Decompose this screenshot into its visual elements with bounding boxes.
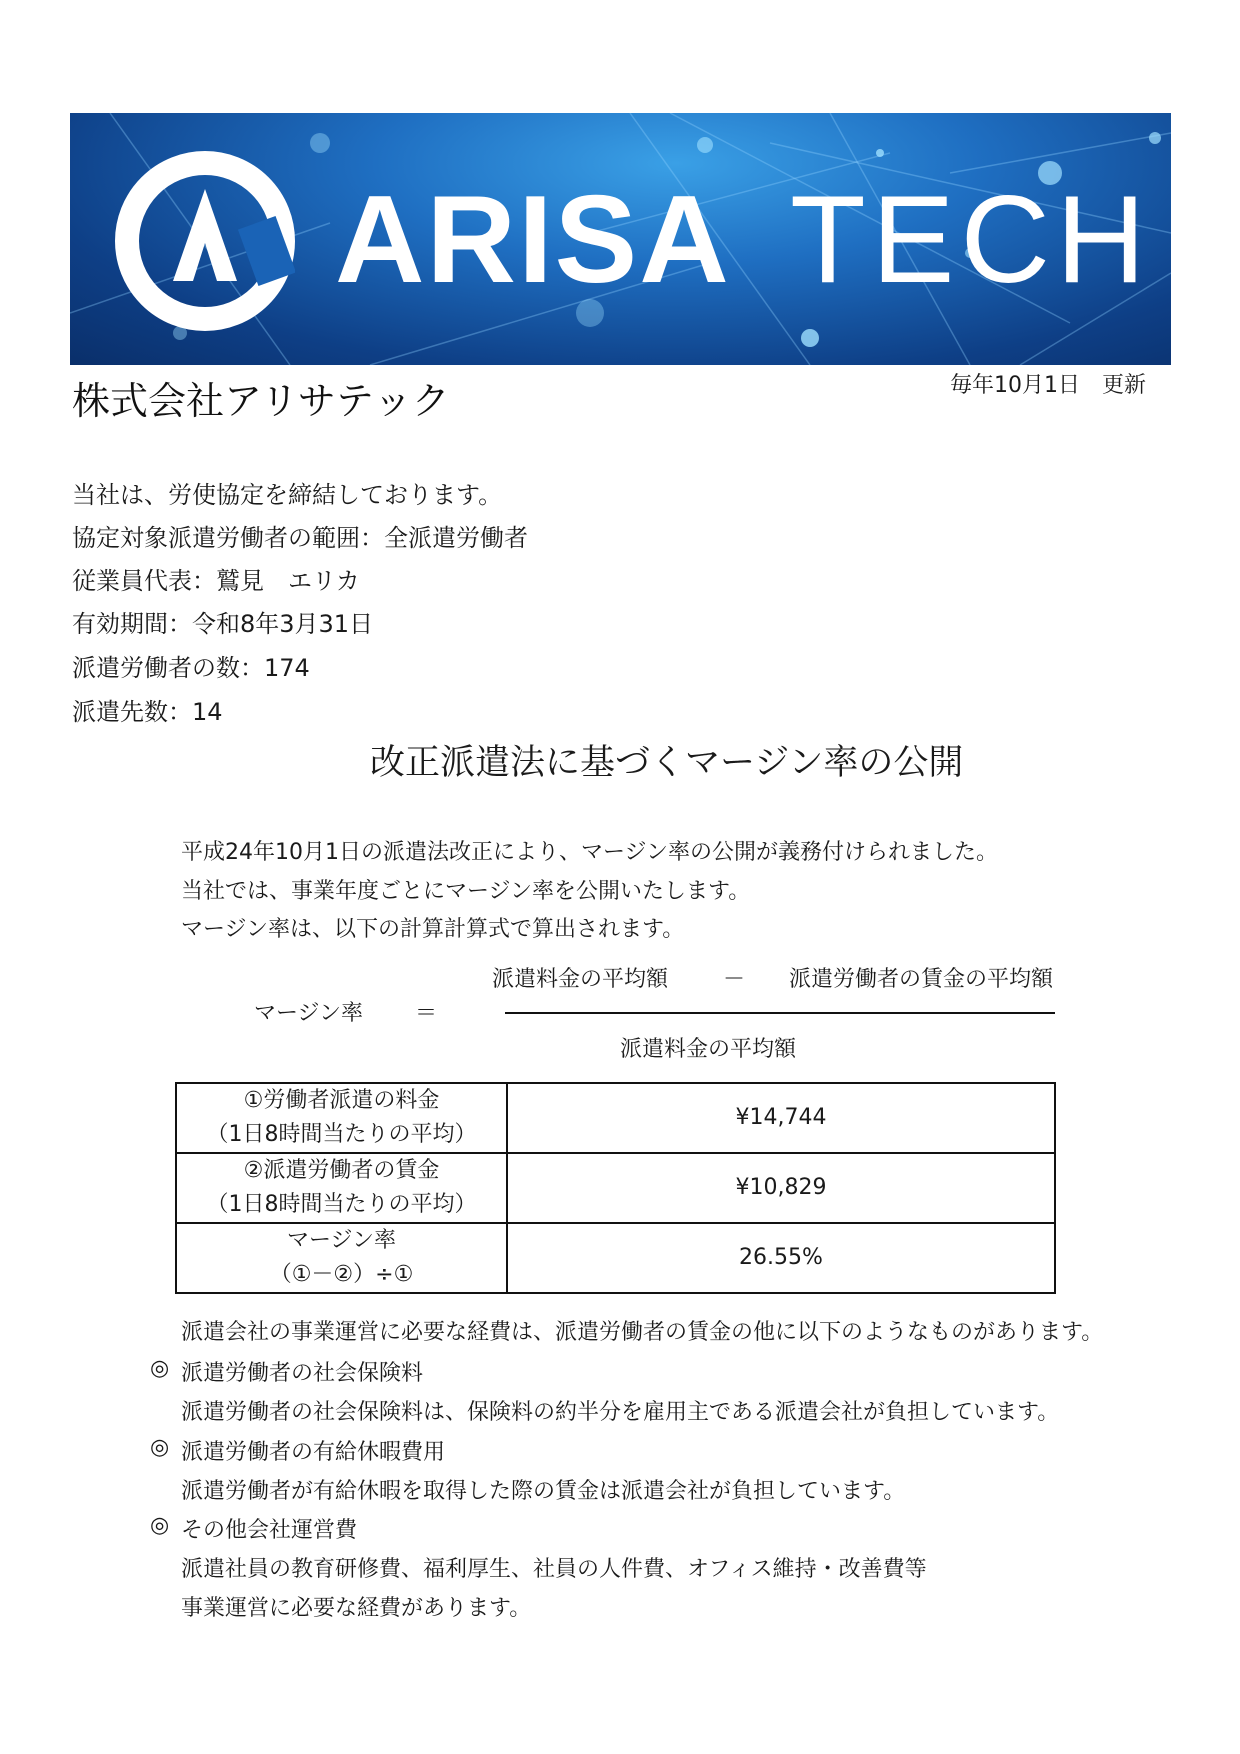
update-note: 毎年10月1日 更新 xyxy=(950,373,1146,398)
row-label: ②派遣労働者の賃金 xyxy=(243,1158,440,1183)
formula-label: マージン率 xyxy=(254,1001,364,1026)
info-line: 派遣先数：14 xyxy=(72,698,223,726)
intro-line: マージン率は、以下の計算計算式で算出されます。 xyxy=(181,917,685,942)
table-value-cell: 26.55% xyxy=(507,1223,1055,1293)
info-line: 有効期間：令和8年3月31日 xyxy=(72,610,374,638)
table-label-cell xyxy=(176,1223,507,1293)
formula-minus: － xyxy=(723,967,746,992)
formula-equals: ＝ xyxy=(415,1001,438,1026)
table-value-cell: ¥10,829 xyxy=(507,1153,1055,1223)
table-row xyxy=(176,1083,1055,1153)
table-value-cell: ¥14,744 xyxy=(507,1083,1055,1153)
table-label-cell xyxy=(176,1083,507,1153)
brand-name-light: TECH xyxy=(790,171,1152,309)
company-name: 株式会社アリサテック xyxy=(72,379,450,423)
arisa-logo-icon xyxy=(115,151,295,331)
table-row xyxy=(176,1153,1055,1223)
margin-table xyxy=(175,1082,1056,1294)
expense-text: 派遣労働者の社会保険料は、保険料の約半分を雇用主である派遣会社が負担しています。 xyxy=(181,1400,1060,1425)
brand-name-bold: ARISA xyxy=(335,171,731,309)
expenses-intro: 派遣会社の事業運営に必要な経費は、派遣労働者の賃金の他に以下のようなものがあります。 xyxy=(181,1320,1104,1345)
expense-title: 派遣労働者の有給休暇費用 xyxy=(181,1440,446,1465)
intro-line: 平成24年10月1日の派遣法改正により、マージン率の公開が義務付けられました。 xyxy=(181,840,998,865)
table-label-cell xyxy=(176,1153,507,1223)
info-line: 派遣労働者の数：174 xyxy=(72,654,310,682)
info-line: 協定対象派遣労働者の範囲：全派遣労働者 xyxy=(72,524,528,552)
row-sublabel: （1日8時間当たりの平均） xyxy=(206,1192,477,1217)
table-row xyxy=(176,1223,1055,1293)
expense-text: 事業運営に必要な経費があります。 xyxy=(181,1596,532,1621)
info-line: 従業員代表：鷲見 エリカ xyxy=(72,567,360,595)
expense-text: 派遣社員の教育研修費、福利厚生、社員の人件費、オフィス維持・改善費等 xyxy=(181,1557,927,1582)
formula-numerator-a: 派遣料金の平均額 xyxy=(492,967,669,992)
row-sublabel: （①－②）÷① xyxy=(269,1262,414,1287)
section-heading: 改正派遣法に基づくマージン率の公開 xyxy=(370,743,964,783)
row-label: マージン率 xyxy=(286,1228,396,1253)
row-sublabel: （1日8時間当たりの平均） xyxy=(206,1122,477,1147)
row-label: ①労働者派遣の料金 xyxy=(243,1088,440,1113)
expense-title: その他会社運営費 xyxy=(181,1518,358,1543)
bullet-icon: ◎ xyxy=(150,1513,170,1538)
expense-text: 派遣労働者が有給休暇を取得した際の賃金は派遣会社が負担しています。 xyxy=(181,1479,906,1504)
bullet-icon: ◎ xyxy=(150,1435,170,1460)
expense-title: 派遣労働者の社会保険料 xyxy=(181,1361,424,1386)
formula-numerator-b: 派遣労働者の賃金の平均額 xyxy=(789,967,1054,992)
fraction-bar xyxy=(505,1012,1055,1014)
intro-line: 当社では、事業年度ごとにマージン率を公開いたします。 xyxy=(181,879,751,904)
info-line: 当社は、労使協定を締結しております。 xyxy=(72,481,503,509)
formula-denominator: 派遣料金の平均額 xyxy=(620,1037,797,1062)
header-banner xyxy=(70,113,1171,365)
bullet-icon: ◎ xyxy=(150,1356,170,1381)
